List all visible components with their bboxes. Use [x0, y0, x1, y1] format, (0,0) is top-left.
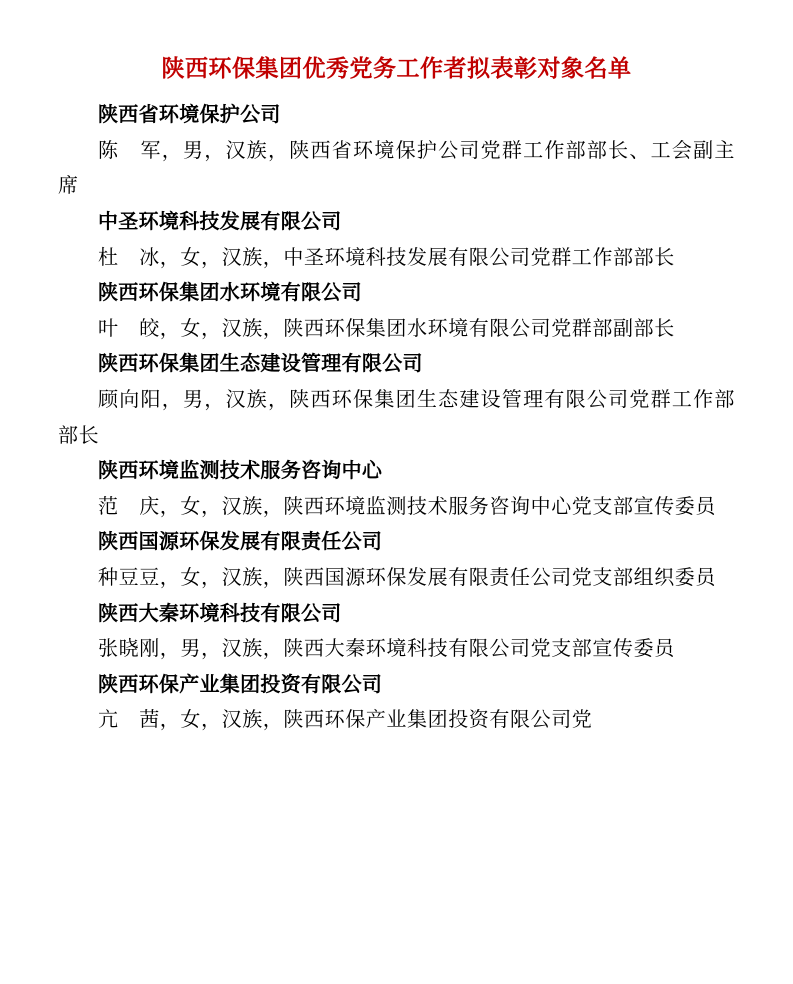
list-item: [58, 597, 735, 668]
list-item: [58, 668, 735, 739]
person-description: 种豆豆，女，汉族，陕西国源环保发展有限责任公司党支部组织委员: [98, 566, 716, 589]
person-description: 张晓刚，男，汉族，陕西大秦环境科技有限公司党支部宣传委员: [98, 638, 675, 661]
organization-name: 陕西国源环保发展有限责任公司: [98, 531, 383, 554]
person-description: 顾向阳，男，汉族，陕西环保集团生态建设管理有限公司党群工作部部长: [58, 388, 735, 447]
list-item: [58, 98, 735, 205]
person-description: 陈 军，男，汉族，陕西省环境保护公司党群工作部部长、工会副主席: [58, 139, 735, 198]
organization-name: 中圣环境科技发展有限公司: [98, 210, 342, 233]
person-description: 亢 茜，女，汉族，陕西环保产业集团投资有限公司党: [98, 709, 593, 732]
person-description: 叶 皎，女，汉族，陕西环保集团水环境有限公司党群部副部长: [98, 317, 675, 340]
page-title: 陕西环保集团优秀党务工作者拟表彰对象名单: [161, 55, 632, 81]
list-item: [58, 276, 735, 347]
person-description: 范 庆，女，汉族，陕西环境监测技术服务咨询中心党支部宣传委员: [98, 495, 716, 518]
person-description: 杜 冰，女，汉族，中圣环境科技发展有限公司党群工作部部长: [98, 246, 675, 269]
organization-name: 陕西环境监测技术服务咨询中心: [98, 460, 383, 483]
list-item: [58, 454, 735, 525]
organization-name: 陕西大秦环境科技有限公司: [98, 602, 342, 625]
organization-name: 陕西环保集团生态建设管理有限公司: [98, 353, 423, 376]
list-item: [58, 205, 735, 276]
organization-name: 陕西环保产业集团投资有限公司: [98, 673, 383, 696]
list-item: [58, 347, 735, 454]
list-item: [58, 525, 735, 596]
organization-name: 陕西环保集团水环境有限公司: [98, 282, 362, 305]
organization-name: 陕西省环境保护公司: [98, 104, 281, 127]
